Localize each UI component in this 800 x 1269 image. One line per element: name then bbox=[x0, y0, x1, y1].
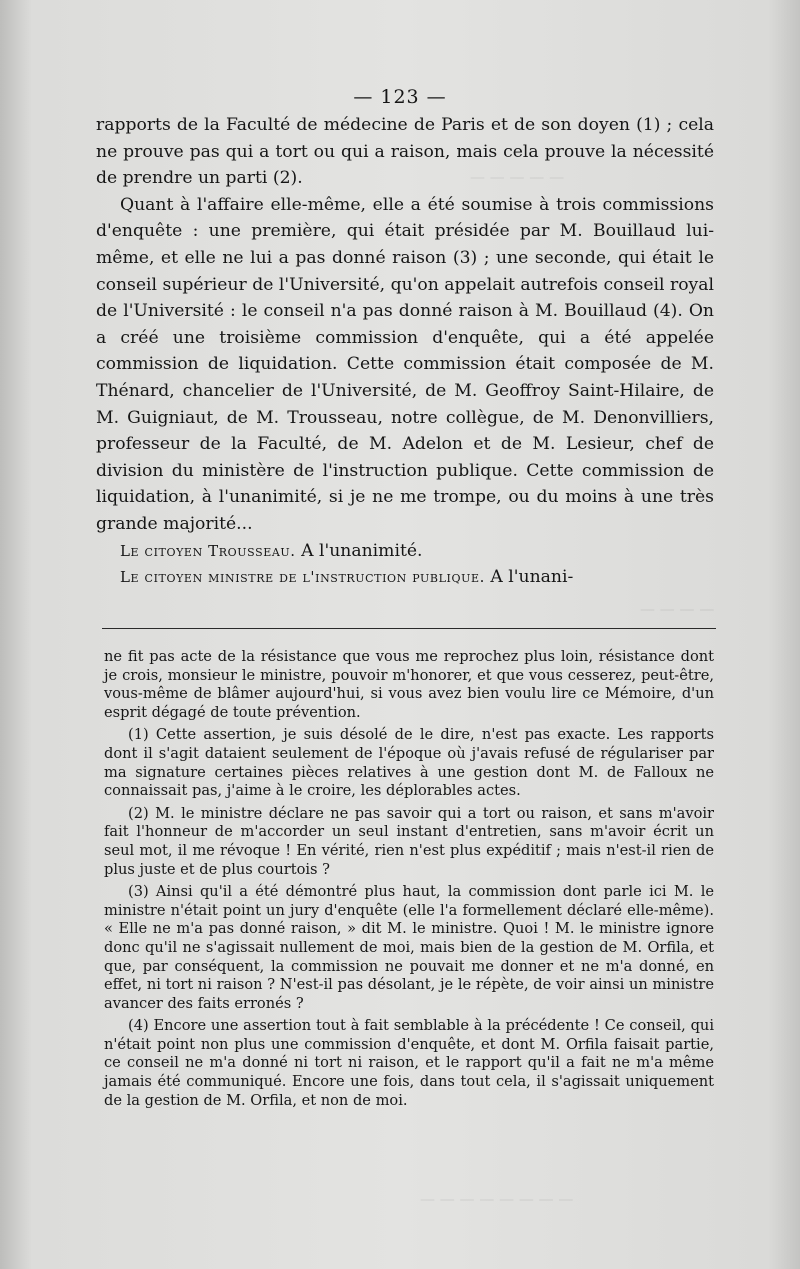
show-through-texture: — — — — bbox=[640, 600, 715, 618]
speaker-name: Le citoyen ministre de l'instruction publique. bbox=[120, 568, 485, 587]
speech-text: A l'unani- bbox=[490, 567, 574, 588]
speech-text: A l'unanimité. bbox=[301, 540, 423, 561]
footnote: (1) Cette assertion, je suis désolé de le dire, n'est pas exacte. Les rapports dont il s'agit dataient seulement de l'époque où j'avais refusé de régulariser par ma signature certaines pièces relatives à une gestion dont M. de Falloux ne connaissait pas, j'aime à le croire, les déplorables actes. bbox=[104, 726, 714, 800]
footnote: (2) M. le ministre déclare ne pas savoir qui a tort ou raison, et sans m'avoir fait l'honneur de m'accorder un seul instant d'entretien, sans m'avoir écrit un seul mot, il me révoque ! En vérité, rien n'est plus expéditif ; mais n'est-il rien de plus juste et de plus courtois ? bbox=[104, 804, 714, 878]
paragraph: rapports de la Faculté de médecine de Paris et de son doyen (1) ; cela ne prouve pas qui a tort ou qui a raison, mais cela prouve la nécessité de prendre un parti (2). bbox=[96, 115, 714, 189]
show-through-texture: — — — — — — — — bbox=[420, 1190, 574, 1208]
dialogue-line bbox=[96, 538, 714, 565]
paragraph: Quant à l'affaire elle-même, elle a été soumise à trois commissions d'enquête : une première, qui était présidée par M. Bouillaud lui-même, et elle ne lui a pas donné raison (3) ; une seconde, qui était le conseil supérieur de l'Université, qu'on appelait autrefois conseil royal de l'Université : le conseil n'a pas donné raison à M. Bouillaud (4). On a créé une troisième commission d'enquête, qui a été appelée commission de liquidation. Cette commission était composée de M. Thénard, chancelier de l'Université, de M. Geoffroy Saint-Hilaire, de M. Guigniaut, de M. Trousseau, notre collègue, de M. Denonvilliers, professeur de la Faculté, de M. Adelon et de M. Lesieur, chef de division du ministère de l'instruction publique. Cette commission de liquidation, à l'unanimité, si je ne me trompe, ou du moins à une très grande majorité... bbox=[96, 194, 714, 534]
page-number: — 123 — bbox=[353, 86, 447, 108]
footnote: (3) Ainsi qu'il a été démontré plus haut, la commission dont parle ici M. le ministre n'était point un jury d'enquête (elle l'a formellement déclaré elle-même). « Elle ne m'a pas donné raison, » dit M. le ministre. Quoi ! M. le ministre ignore donc qu'il ne s'agissait nullement de moi, mais bien de la gestion de M. Orfila, et que, par conséquent, la commission ne pouvait me donner et ne m'a donné, en effet, ni tort ni raison ? N'est-il pas désolant, je le répète, de voir ainsi un ministre avancer des faits erronés ? bbox=[104, 883, 714, 1012]
footnote-divider bbox=[102, 628, 716, 629]
dialogue-line bbox=[96, 564, 714, 591]
footnote-continuation: ne fit pas acte de la résistance que vous me reprochez plus loin, résistance dont je crois, monsieur le ministre, pouvoir m'honorer, et que vous cesserez, peut-être, vous-même de blâmer aujourd'hui, si vous avez bien voulu lire ce Mémoire, d'un esprit dégagé de toute prévention. bbox=[104, 648, 714, 721]
show-through-texture: — — — — — bbox=[470, 168, 565, 186]
footnote: (4) Encore une assertion tout à fait semblable à la précédente ! Ce conseil, qui n'était point non plus une commission d'enquête, et dont M. Orfila faisait partie, ce conseil ne m'a donné ni tort ni raison, et le rapport qu'il a fait ne m'a même jamais été communiqué. Encore une fois, dans tout cela, il s'agissait uniquement de la gestion de M. Orfila, et non de moi. bbox=[104, 1017, 714, 1109]
main-text bbox=[96, 112, 714, 591]
footnotes bbox=[104, 648, 714, 1114]
speaker-name: Le citoyen Trousseau. bbox=[120, 541, 296, 560]
